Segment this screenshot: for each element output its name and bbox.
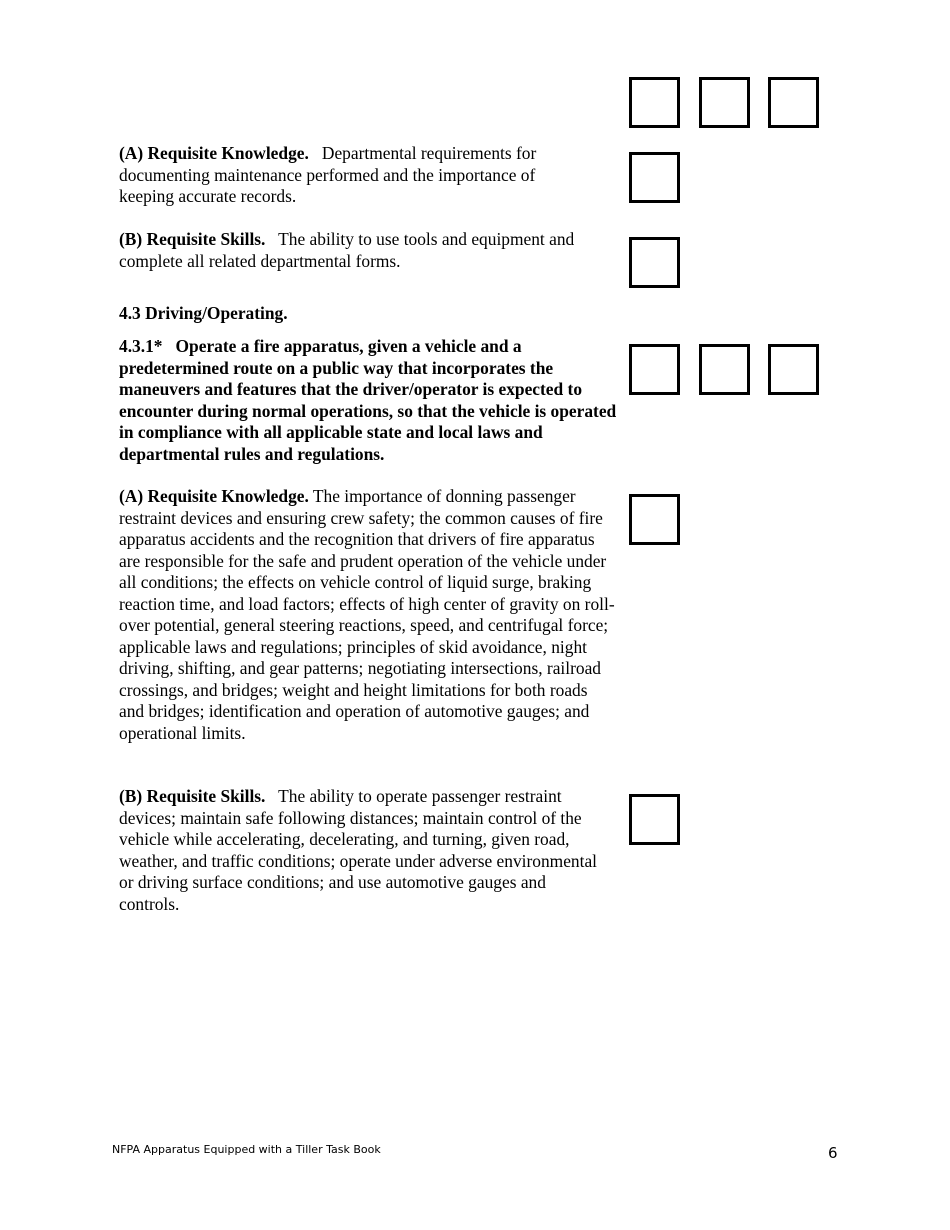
checkbox-skills-1[interactable] (629, 237, 680, 288)
requisite-skills-text-2: The ability to operate passenger restraint devices; maintain safe following distances; maintain control of the vehicle while accelerating, decelerating, and turning, given road, weather, and traffic conditions; operate under adverse environmental or driving surface conditions; and use automotive gauges and controls. (119, 786, 597, 914)
requisite-knowledge-label-1: (A) Requisite Knowledge. (119, 143, 309, 163)
requisite-skills-label-2: (B) Requisite Skills. (119, 786, 266, 806)
jpr-4-3-1-text: Operate a fire apparatus, given a vehicle and a predetermined route on a public way that incorporates the maneuvers and features that the driver/operator is expected to encounter during normal operations, so that the vehicle is operated in compliance with all applicable state and local laws and departmental rules and regulations. (119, 336, 617, 464)
section-heading-4-3: 4.3 Driving/Operating. (119, 303, 288, 323)
checkbox-jpr-3[interactable] (768, 344, 819, 395)
requisite-knowledge-text-2: The importance of donning passenger restraint devices and ensuring crew safety; the common causes of fire apparatus accidents and the recognition that drivers of fire apparatus are responsible for the safe and prudent operation of the vehicle under all conditions; the effects on vehicle control of liquid surge, braking reaction time, and load factors; effects of high center of gravity on roll-over potential, general steering reactions, speed, and centrifugal force; applicable laws and regulations; principles of skid avoidance, night driving, shifting, and gear patterns; negotiating intersections, railroad crossings, and bridges; weight and height limitations for both roads and bridges; identification and operation of automotive gauges; and operational limits. (119, 486, 615, 743)
requisite-skills-label-1: (B) Requisite Skills. (119, 229, 266, 249)
requisite-knowledge-label-2: (A) Requisite Knowledge. (119, 486, 309, 506)
page-number: 6 (828, 1144, 838, 1162)
checkbox-top-1[interactable] (629, 77, 680, 128)
checkbox-knowledge-1[interactable] (629, 152, 680, 203)
checkbox-jpr-1[interactable] (629, 344, 680, 395)
requisite-knowledge-paragraph-2 (119, 486, 615, 744)
footer-title: NFPA Apparatus Equipped with a Tiller Task Book (112, 1143, 381, 1156)
jpr-4-3-1-number: 4.3.1* (119, 336, 163, 356)
checkbox-top-3[interactable] (768, 77, 819, 128)
checkbox-top-2[interactable] (699, 77, 750, 128)
requisite-skills-paragraph-1 (119, 229, 615, 272)
requisite-knowledge-paragraph-1 (119, 143, 579, 208)
checkbox-jpr-2[interactable] (699, 344, 750, 395)
checkbox-knowledge-2[interactable] (629, 494, 680, 545)
requisite-knowledge-text-1: Departmental requirements for documenting maintenance performed and the importance of keeping accurate records. (119, 143, 537, 206)
checkbox-skills-2[interactable] (629, 794, 680, 845)
requisite-skills-paragraph-2 (119, 786, 607, 915)
jpr-4-3-1-paragraph (119, 336, 617, 465)
requisite-skills-text-1: The ability to use tools and equipment and complete all related departmental forms. (119, 229, 575, 271)
